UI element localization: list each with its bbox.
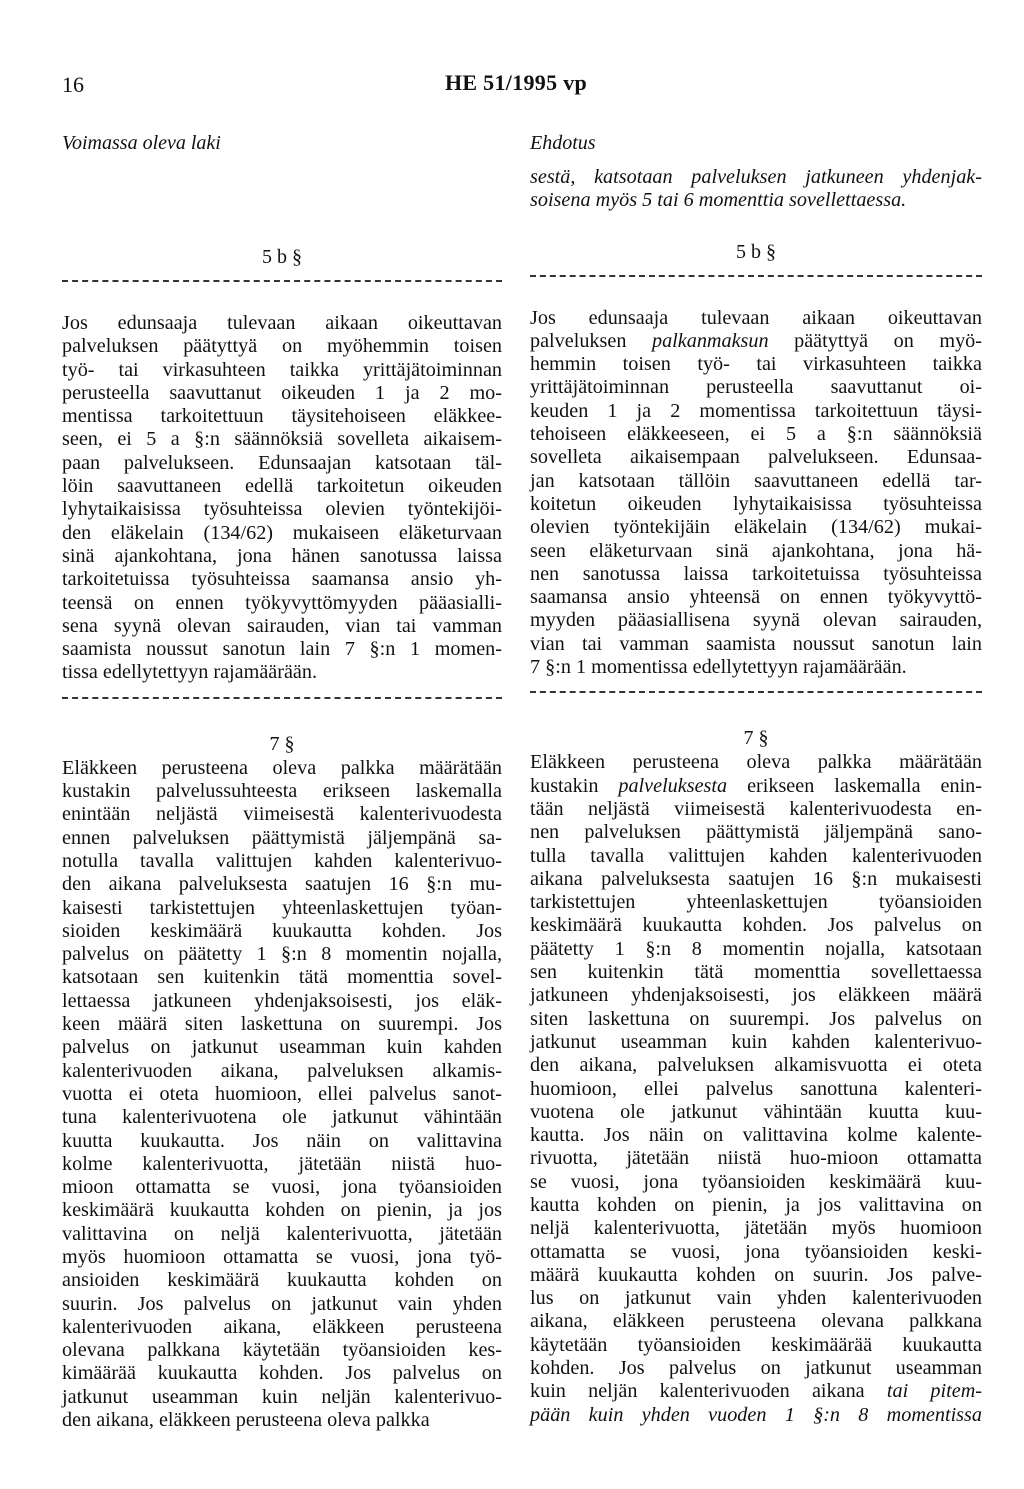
text-line: notulla tavalla valittujen kahden kalenterivuo- <box>62 849 502 872</box>
text-run: huomioon, ellei palvelus sanottuna kalenteri- <box>530 1077 982 1100</box>
text-line <box>530 1357 982 1380</box>
text-run: myyden pääasiallisena syynä olevan sairauden, <box>530 609 982 632</box>
text-line <box>530 1171 982 1194</box>
text-line <box>530 1124 982 1147</box>
text-line: myös huomioon ottamatta se vuosi, jona työ- <box>62 1245 502 1268</box>
italic-amendment: palkanmaksun <box>651 329 769 352</box>
text-line: saamista noussut sanotun lain 7 §:n 1 momen- <box>62 638 502 661</box>
text-line <box>530 1101 982 1124</box>
text-run: neljä kalenterivuotta, jätetään myös huomioon <box>530 1217 982 1240</box>
text-run: kuin neljän kalenterivuoden aikana <box>530 1380 887 1403</box>
text-line <box>530 1380 982 1403</box>
text-line <box>530 330 982 353</box>
text-run: käytetään työansioiden keskimäärää kuukautta <box>530 1333 982 1356</box>
text-line: seen, ei 5 a §:n säännöksiä sovelleta aikaisem- <box>62 428 502 451</box>
text-line: kustakin palvelussuhteesta erikseen laskemalla <box>62 780 502 803</box>
text-line: palvelus on jatkunut useamman kuin kahden <box>62 1036 502 1059</box>
text-line: tarkoitetuissa työsuhteissa saamansa ansio yh- <box>62 568 502 591</box>
left-column <box>62 244 502 1432</box>
text-run: tään neljästä viimeisestä kalenterivuodesta en- <box>530 797 982 820</box>
text-line <box>530 1078 982 1101</box>
text-run: aikana palveluksesta saatujen 16 §:n mukaisesti <box>530 867 982 890</box>
text-run: saamansa ansio yhteensä on ennen työkyvyttö- <box>530 586 982 609</box>
text-run: palveluksen <box>530 329 652 352</box>
text-line: kimäärää kuukautta kohden. Jos palvelus on <box>62 1362 502 1385</box>
text-line: den aikana, eläkkeen perusteena oleva palkka <box>62 1409 430 1432</box>
text-run: sovelleta aikaisempaan palvelukseen. Edunsaa- <box>530 446 982 469</box>
text-run: siten laskettuna on suurempi. Jos palvelus on <box>530 1007 982 1030</box>
text-line <box>530 1287 982 1310</box>
text-run: 7 §:n 1 momentissa edellytettyyn rajamäärään. <box>530 656 907 679</box>
text-line: löin saavuttaneen edellä tarkoitetun oikeuden <box>62 475 502 498</box>
text-line <box>530 1147 982 1170</box>
text-line: kolme kalenterivuotta, jätetään niistä huo- <box>62 1152 502 1175</box>
text-line: työ- tai virkasuhteen taikka yrittäjätoiminnan <box>62 358 502 381</box>
text-run: kautta. Jos näin on valittavina kolme kalente- <box>530 1124 982 1147</box>
text-line <box>530 821 982 844</box>
text-line <box>530 493 982 516</box>
text-line: katsotaan sen kuitenkin tätä momenttia sovel- <box>62 966 502 989</box>
text-run: nen palveluksen päättymistä jäljempänä sano- <box>530 821 982 844</box>
omission-divider <box>62 280 502 296</box>
text-line: ennen palveluksen päättymistä jäljempänä sa- <box>62 826 502 849</box>
text-line: olevana palkkana käytetään työansioiden kes- <box>62 1339 502 1362</box>
text-run: aikana, eläkkeen perusteena olevana palkkana <box>530 1310 982 1333</box>
text-run: jan katsotaan tällöin saavuttaneen edellä tar- <box>530 469 982 492</box>
text-line <box>530 656 982 679</box>
left-section-7-text <box>62 757 502 1433</box>
text-line <box>530 563 982 586</box>
text-line <box>530 1241 982 1264</box>
text-line <box>530 1404 982 1427</box>
right-section-7-text <box>530 751 982 1427</box>
text-line <box>530 423 982 446</box>
text-run: määrä kuukautta kohden on suurin. Jos palve- <box>530 1263 982 1286</box>
text-line: sioiden keskimäärä kuukautta kohden. Jos <box>62 919 502 942</box>
text-line <box>530 609 982 632</box>
text-line: kaisesti tarkistettujen yhteenlaskettujen työan- <box>62 896 502 919</box>
text-run: lus on jatkunut vain yhden kalenterivuoden <box>530 1287 982 1310</box>
text-line: soisena myös 5 tai 6 momenttia sovellettaessa. <box>530 189 907 212</box>
text-line <box>530 376 982 399</box>
text-line: sena syynä olevan sairauden, vian tai vamman <box>62 614 502 637</box>
text-line <box>530 470 982 493</box>
document-id: HE 51/1995 vp <box>445 70 588 95</box>
text-run: tulla tavalla valittujen kahden kalenterivuoden <box>530 844 982 867</box>
text-line <box>530 961 982 984</box>
text-line <box>530 586 982 609</box>
text-line <box>530 751 982 774</box>
text-line: enintään neljästä viimeisestä kalenterivuodesta <box>62 803 502 826</box>
text-line <box>530 798 982 821</box>
text-line: tuna kalenterivuotena ole jatkunut vähintään <box>62 1106 502 1129</box>
text-line <box>530 307 982 330</box>
text-line <box>530 1217 982 1240</box>
text-run: olevien työntekijäin eläkelain (134/62) mukai- <box>530 516 982 539</box>
text-line: mentissa tarkoitettuun täysitehoiseen eläkkee- <box>62 405 502 428</box>
text-run: Jos edunsaaja tulevaan aikaan oikeuttavan <box>530 306 982 329</box>
text-run: Eläkkeen perusteena oleva palkka määrätään <box>530 751 982 774</box>
text-line <box>530 1031 982 1054</box>
text-line <box>530 1264 982 1287</box>
text-line <box>530 540 982 563</box>
text-line <box>530 1310 982 1333</box>
text-line: perusteella saavuttanut oikeuden 1 ja 2 mo- <box>62 381 502 404</box>
text-run: jatkunut useamman kuin kahden kalenterivuo- <box>530 1030 982 1053</box>
text-line <box>530 938 982 961</box>
text-line <box>530 1334 982 1357</box>
right-column-heading: Ehdotus <box>530 132 596 154</box>
text-line: jatkunut useamman kuin neljän kalenterivuo- <box>62 1385 502 1408</box>
text-run: se vuosi, jona työansioiden keskimäärä kuu- <box>530 1170 982 1193</box>
text-line: keskimäärä kuukautta kohden on pienin, ja jos <box>62 1199 502 1222</box>
text-run: päätyttyä on myö- <box>768 329 982 352</box>
italic-amendment: tai pitem- <box>886 1380 982 1403</box>
text-run: rivuotta, jätetään niistä huo-mioon ottamatta <box>530 1147 982 1170</box>
right-section-7-title: 7 § <box>743 727 769 750</box>
text-line: valittavina on neljä kalenterivuotta, jätetään <box>62 1222 502 1245</box>
text-run: kautta kohden on pienin, ja jos valittavina on <box>530 1193 982 1216</box>
text-run: seen eläketurvaan sinä ajankohtana, jona hä- <box>530 539 982 562</box>
right-intro-text <box>530 166 982 213</box>
text-line: kalenterivuoden aikana, palveluksen alkamis- <box>62 1059 502 1082</box>
italic-amendment: pään kuin yhden vuoden 1 §:n 8 momentissa <box>530 1403 982 1426</box>
text-line <box>530 914 982 937</box>
text-run: sen kuitenkin tätä momenttia sovellettaessa <box>530 961 982 984</box>
right-section-5b-title: 5 b § <box>736 240 776 263</box>
left-column-heading: Voimassa oleva laki <box>62 132 221 154</box>
text-line: paan palvelukseen. Edunsaajan katsotaan täl- <box>62 451 502 474</box>
text-line: teensä on ennen työkyvyttömyyden pääasialli- <box>62 591 502 614</box>
text-line <box>530 400 982 423</box>
text-line: den aikana palveluksesta saatujen 16 §:n mu- <box>62 873 502 896</box>
text-line: mioon ottamatta se vuosi, jona työansioiden <box>62 1176 502 1199</box>
text-line <box>530 1054 982 1077</box>
text-line: tissa edellytettyyn rajamäärään. <box>62 661 318 684</box>
omission-divider <box>62 697 502 713</box>
text-line: sestä, katsotaan palveluksen jatkuneen yhdenjak- <box>530 166 982 188</box>
text-run: päätetty 1 §:n 8 momentin nojalla, katsotaan <box>530 937 982 960</box>
omission-divider <box>530 691 982 707</box>
text-line <box>530 891 982 914</box>
text-line: ansioiden keskimäärä kuukautta kohden on <box>62 1269 502 1292</box>
text-run: kustakin <box>530 774 619 797</box>
text-line: kuutta kuukautta. Jos näin on valittavina <box>62 1129 502 1152</box>
text-line <box>530 775 982 798</box>
left-section-7-title: 7 § <box>269 732 295 755</box>
right-section-5b-text <box>530 307 982 680</box>
text-line <box>530 984 982 1007</box>
text-line <box>530 633 982 656</box>
text-run: koitetun oikeuden lyhytaikaisissa työsuhteissa <box>530 492 982 515</box>
text-run: ottamatta se vuosi, jona työansioiden keski- <box>530 1240 982 1263</box>
text-run: jatkuneen yhdenjaksoisesti, jos eläkkeen määrä <box>530 984 982 1007</box>
page-number: 16 <box>62 72 84 97</box>
right-column <box>530 166 982 1427</box>
left-section-5b-text <box>62 312 502 685</box>
text-line: suurin. Jos palvelus on jatkunut vain yhden <box>62 1292 502 1315</box>
text-run: keuden 1 ja 2 momentissa tarkoitettuun täysi- <box>530 399 982 422</box>
text-line: Eläkkeen perusteena oleva palkka määrätään <box>62 756 502 779</box>
text-line: Jos edunsaaja tulevaan aikaan oikeuttavan <box>62 312 502 334</box>
text-line <box>530 446 982 469</box>
text-run: erikseen laskemalla enin- <box>727 774 982 797</box>
omission-divider <box>530 275 982 291</box>
text-line: keen määrä siten laskettuna on suurempi. Jos <box>62 1013 502 1036</box>
text-line <box>530 353 982 376</box>
left-section-5b-title: 5 b § <box>262 246 302 268</box>
text-run: vian tai vamman saamista noussut sanotun lain <box>530 632 982 655</box>
text-run: vuotena ole jatkunut vähintään kuutta kuu- <box>530 1100 982 1123</box>
text-run: keskimäärä kuukautta kohden. Jos palvelus on <box>530 914 982 937</box>
text-line: palveluksen päätyttyä on myöhemmin toisen <box>62 335 502 358</box>
text-run: yrittäjätoiminnan perusteella saavuttanut oi- <box>530 376 982 399</box>
text-run: den aikana, palveluksen alkamisvuotta ei oteta <box>530 1054 982 1077</box>
text-line: vuotta ei oteta huomioon, ellei palvelus sanot- <box>62 1082 502 1105</box>
text-line <box>530 868 982 891</box>
text-line <box>530 516 982 539</box>
text-run: tehoiseen eläkkeeseen, ei 5 a §:n säännöksiä <box>530 423 982 446</box>
text-line: sinä ajankohtana, jona hänen sanotussa laissa <box>62 544 502 567</box>
text-run: hemmin toisen työ- tai virkasuhteen taikka <box>530 353 982 376</box>
text-line <box>530 1008 982 1031</box>
text-run: nen sanotussa laissa tarkoitetuissa työsuhteissa <box>530 562 982 585</box>
text-line: palvelus on päätetty 1 §:n 8 momentin nojalla, <box>62 943 502 966</box>
text-line: kalenterivuoden aikana, eläkkeen perusteena <box>62 1315 502 1338</box>
text-line: lyhytaikaisissa työsuhteissa olevien työntekijöi- <box>62 498 502 521</box>
text-line <box>530 1194 982 1217</box>
text-line: den eläkelain (134/62) mukaiseen eläketurvaan <box>62 521 502 544</box>
text-line: lettaessa jatkuneen yhdenjaksoisesti, jos eläk- <box>62 989 502 1012</box>
text-run: tarkistettujen yhteenlaskettujen työansioiden <box>530 891 982 914</box>
text-run: kohden. Jos palvelus on jatkunut useamman <box>530 1357 982 1380</box>
italic-amendment: palveluksesta <box>618 774 728 797</box>
text-line <box>530 845 982 868</box>
